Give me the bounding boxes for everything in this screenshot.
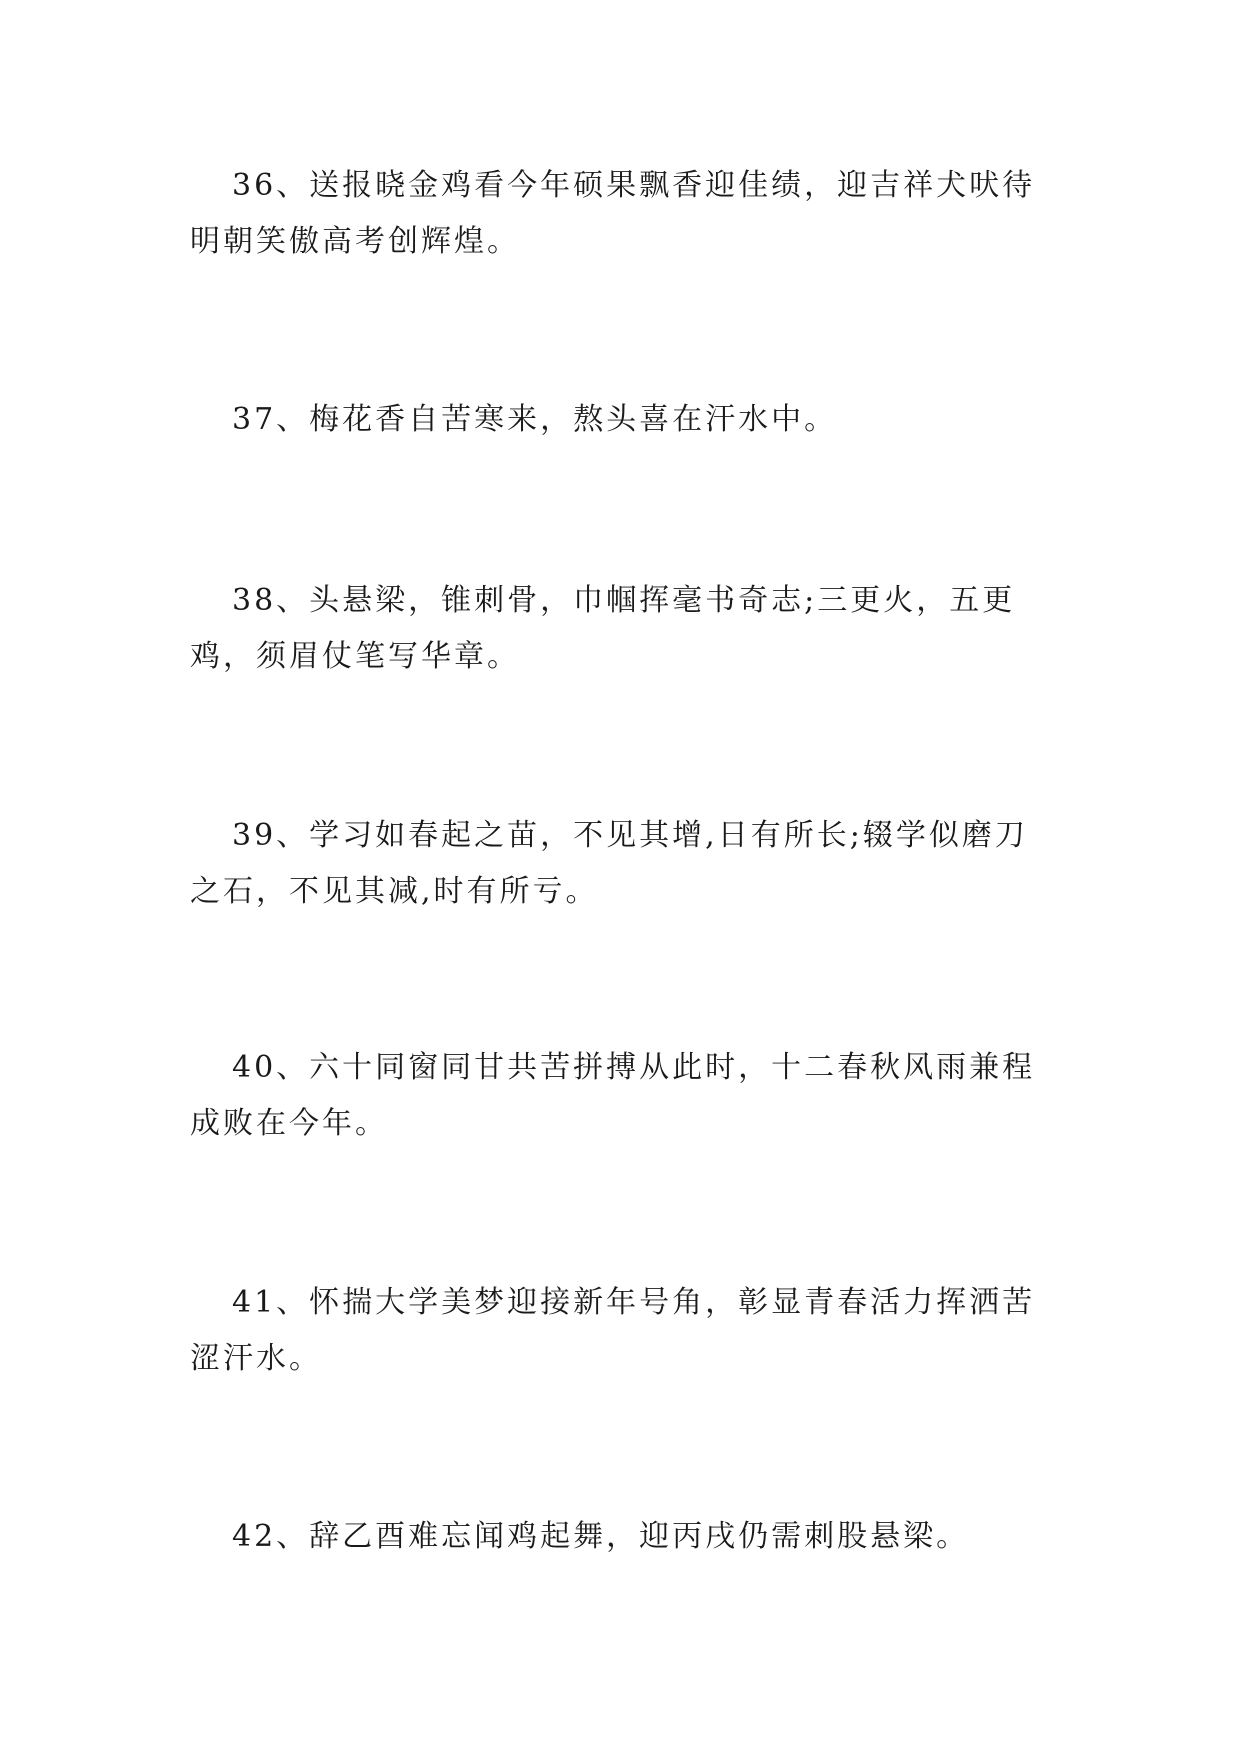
entry-36: 36、送报晓金鸡看今年硕果飘香迎佳绩，迎吉祥犬吠待明朝笑傲高考创辉煌。: [190, 168, 1036, 259]
entry-39: 39、学习如春起之苗，不见其增,日有所长;辍学似磨刀之石，不见其减,时有所亏。: [190, 818, 1028, 909]
entry-37: 37、梅花香自苦寒来，熬头喜在汗水中。: [232, 402, 838, 437]
entry-42: 42、辞乙酉难忘闻鸡起舞，迎丙戌仍需刺股悬梁。: [232, 1519, 970, 1554]
entry-38: 38、头悬梁，锥刺骨，巾帼挥毫书奇志;三更火，五更鸡，须眉仗笔写华章。: [190, 583, 1016, 674]
entry-40: 40、六十同窗同甘共苦拼搏从此时，十二春秋风雨兼程成败在今年。: [190, 1050, 1036, 1141]
entry-41: 41、怀揣大学美梦迎接新年号角，彰显青春活力挥洒苦涩汗水。: [190, 1285, 1036, 1376]
